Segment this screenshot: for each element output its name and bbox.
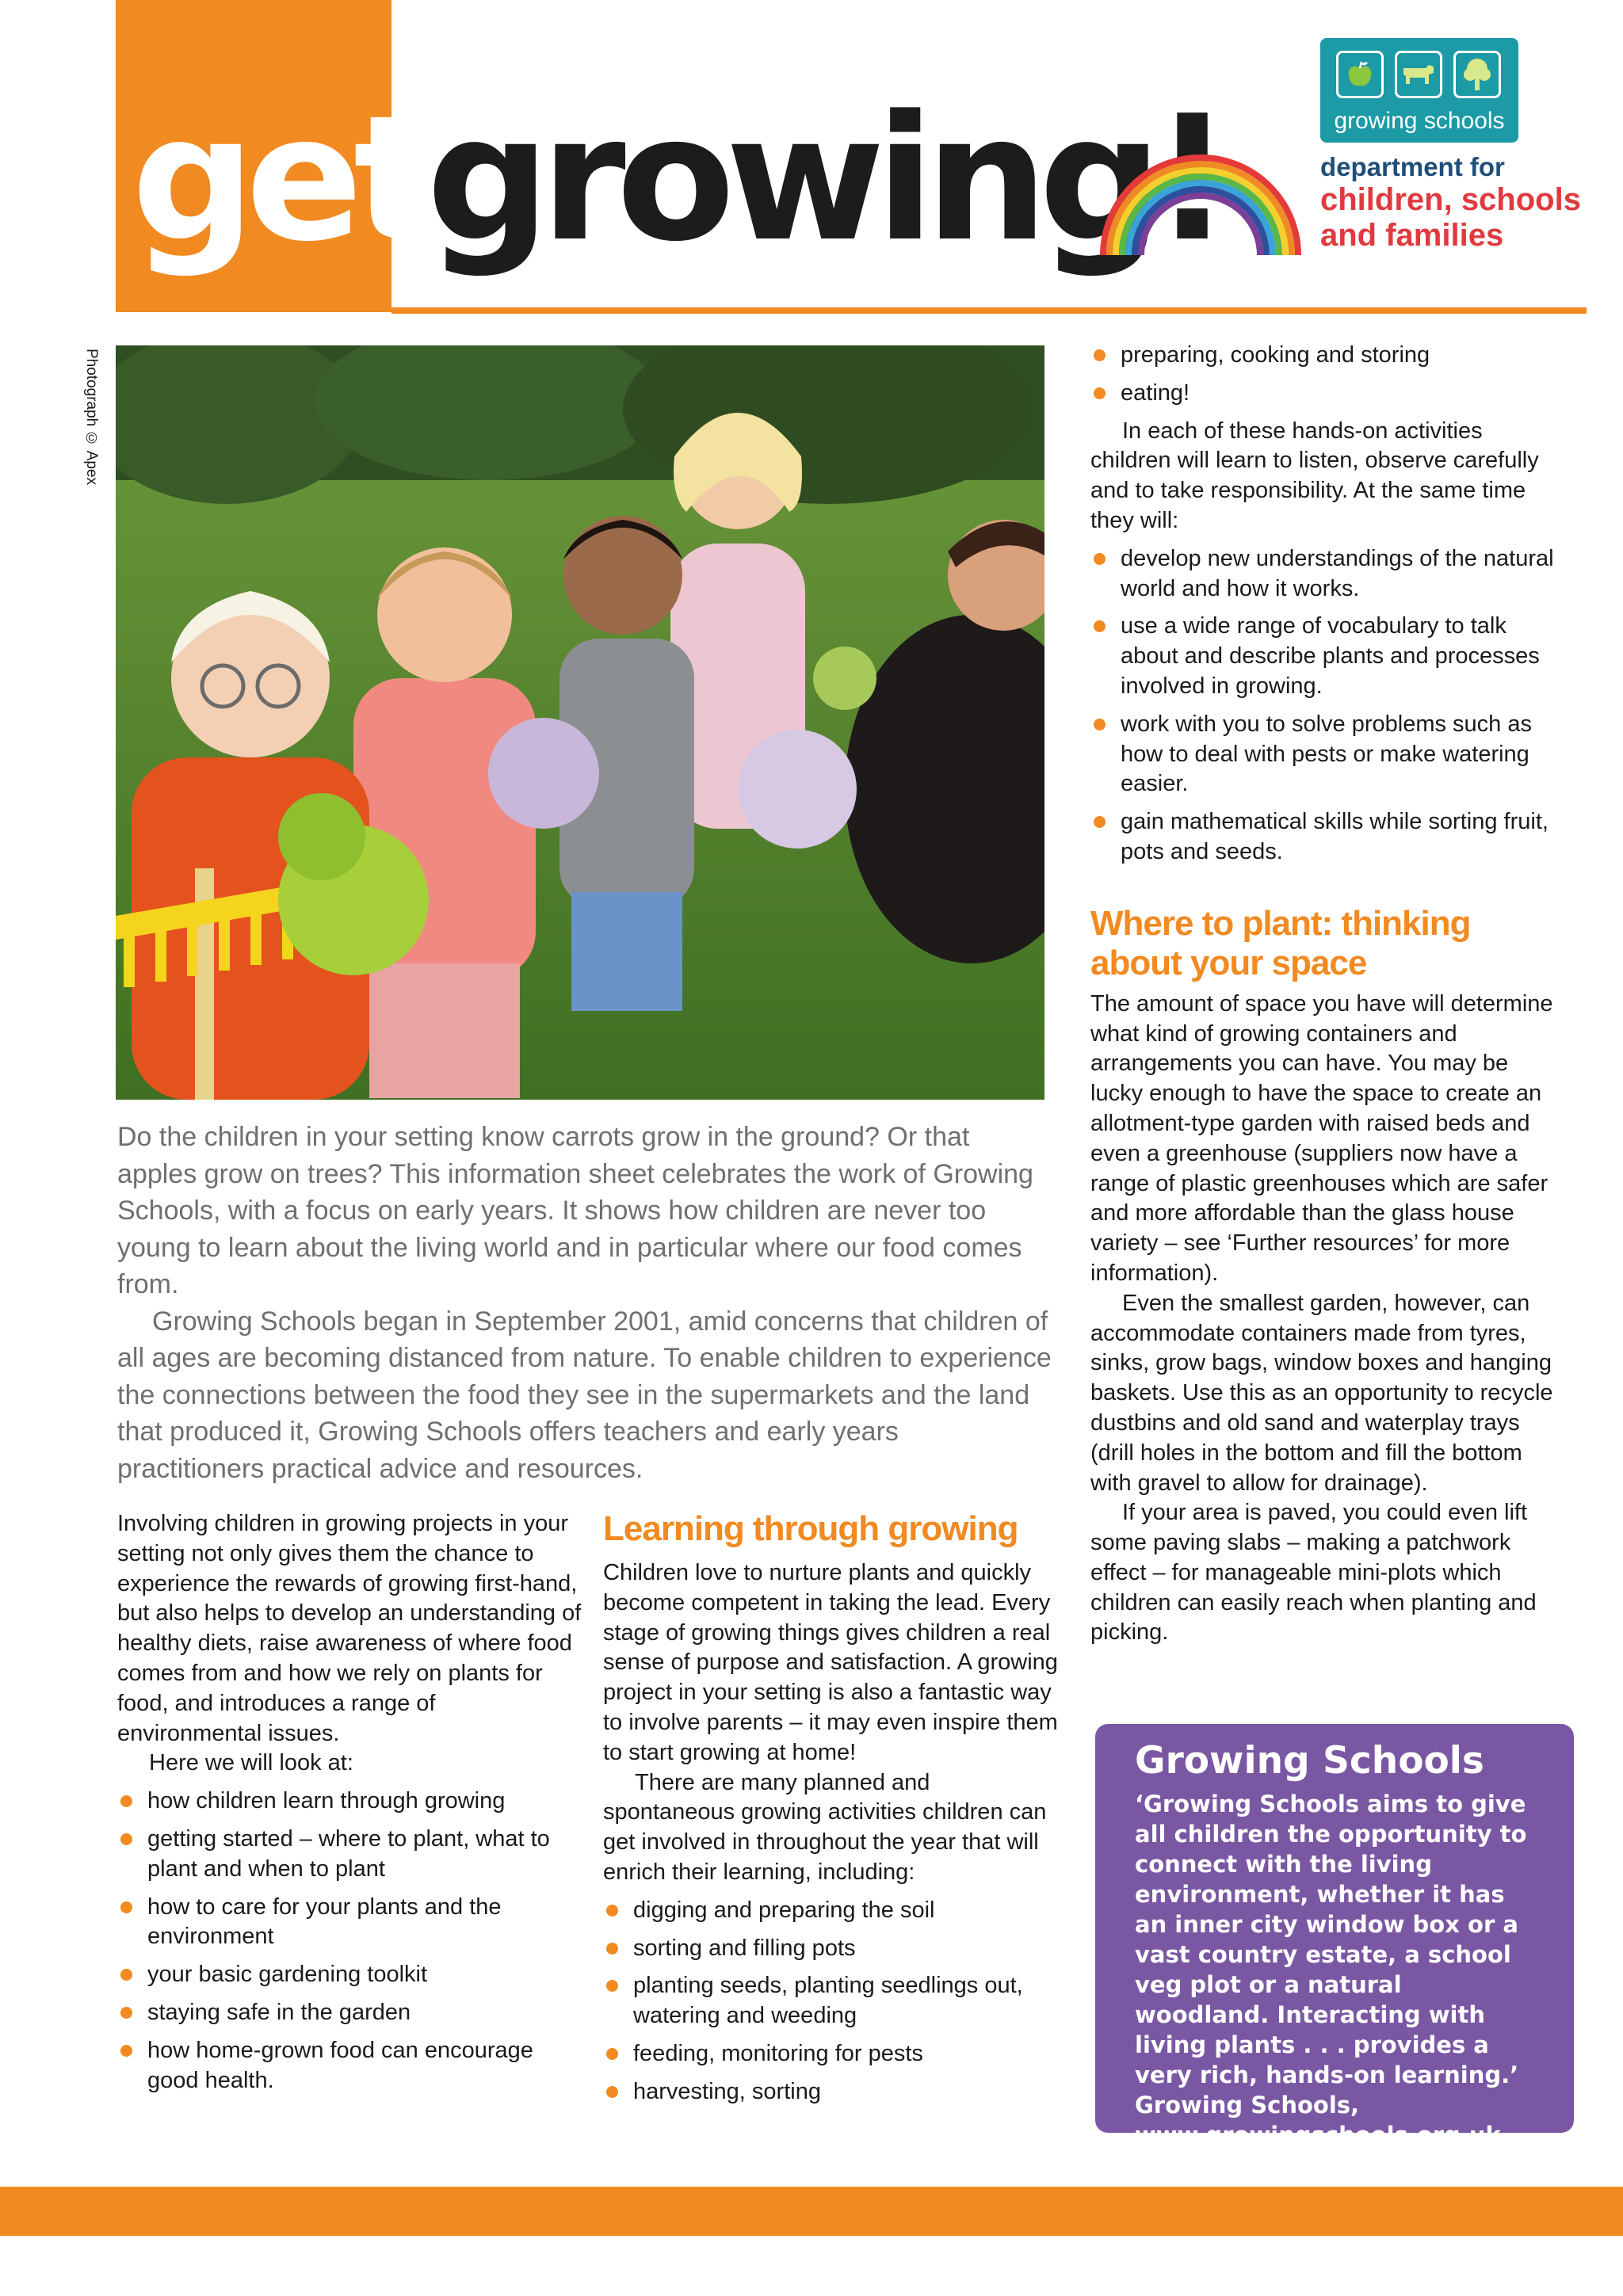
column-2 [603,1509,1063,2107]
list-item: sorting and filling pots [603,1934,1063,1964]
body-paragraph: Even the smallest garden, however, can accommodate containers made from tyres, sinks, grow bags, window boxes and hanging baskets. Use this as an opportunity to recycle dustbins and old sand and waterplay trays (drill holes in the bottom and fill the bottom with gravel to allow for drainage). [1090,1290,1553,1496]
header-rule [391,307,1587,314]
list-item: gain mathematical skills while sorting fruit, pots and seeds. [1090,807,1566,868]
list-item: how home-grown food can encourage good health. [117,2036,585,2096]
body-paragraph: If your area is paved, you could even lift some paving slabs – making a patchwork effect – for manageable mini-plots which children can easily reach when planting and picking. [1090,1500,1537,1646]
activities-list-continued [1090,341,1566,409]
intro-paragraph: Do the children in your setting know carrots grow in the ground? Or that apples grow on trees? This information sheet celebrates the work of Growing Schools, with a focus on early years. It shows how children are never too young to learn about the living world and in particular where our food comes from. [117,1122,1033,1299]
dcsf-logo [1320,152,1606,254]
body-paragraph: The amount of space you have will determine what kind of growing containers and arrangements you can have. You may be lucky enough to have the space to create an allotment-type garden with raised beds and even a greenhouse (suppliers now have a range of plastic greenhouses which are safer and more affordable than the glass house variety – see ‘Further resources’ for more information). [1090,990,1553,1286]
list-item: getting started – where to plant, what to plant and when to plant [117,1825,585,1885]
list-item: develop new understandings of the natural world and how it works. [1090,544,1566,605]
list-item: digging and preparing the soil [603,1896,1063,1926]
title-growing: growing! [426,79,1223,280]
title-get: get [132,79,427,280]
list-item: harvesting, sorting [603,2077,1063,2107]
body-paragraph: Involving children in growing projects in your setting not only gives them the chance to experience the rewards of growing first-hand, but also helps to develop an understanding of healthy diets, raise awareness of where food comes from and how we rely on plants for food, and introduces a range of environmental issues. [117,1511,582,1746]
body-paragraph: There are many planned and spontaneous growing activities children can get involved in throughout the year that will enrich their learning, including: [603,1769,1047,1885]
list-item: how to care for your plants and the environment [117,1893,585,1953]
list-item: staying safe in the garden [117,1998,585,2028]
photo-credit: Photograph © Apex [83,349,100,486]
dept-name-line2: and families [1320,217,1504,253]
intro-text [117,1119,1052,1487]
list-item: use a wide range of vocabulary to talk about and describe plants and processes involved in growing. [1090,612,1566,701]
cow-icon [1395,51,1442,98]
callout-heading: Growing Schools [1135,1739,1484,1783]
column-3 [1090,341,1566,1648]
growing-schools-callout [1095,1724,1574,2149]
growing-schools-logo [1320,38,1518,143]
intro-paragraph: Growing Schools began in September 2001, amid concerns that children of all ages are becoming distanced from nature. To enable children to experience the connections between the food they see in the supermarkets and the land that produced it, Growing Schools offers teachers and early years practitioners practical advice and resources. [117,1306,1052,1484]
column-1 [117,1509,585,2096]
apple-icon [1336,51,1384,98]
callout-quote: ‘Growing Schools aims to give all children the opportunity to connect with the living environment, whether it has an inner city window box or a vast country estate, a school veg plot or a natural woodland. Interacting with living plants . . . provides a very rich, hands-on learning.’ Growing Schools, www.growingschools.org.uk [1135,1791,1527,2149]
body-paragraph: Here we will look at: [149,1750,353,1776]
section-heading: Learning through growing [603,1509,1018,1548]
list-item: how children learn through growing [117,1787,585,1817]
list-item: preparing, cooking and storing [1090,341,1566,371]
activities-list [603,1896,1063,2107]
tree-icon [1453,51,1501,98]
list-item: your basic gardening toolkit [117,1960,585,1990]
rainbow-icon [1097,151,1304,255]
children-gardening-photo [116,345,1044,1100]
dept-name-line1: children, schools [1320,181,1581,217]
list-item: feeding, monitoring for pests [603,2039,1063,2069]
body-paragraph: In each of these hands-on activities children will learn to listen, observe carefully and to take responsibility. At the same time they will: [1090,418,1539,533]
list-item: planting seeds, planting seedlings out, watering and weeding [603,1971,1063,2031]
topics-list [117,1787,585,2096]
section-heading: Where to plant: thinking about your space [1090,903,1471,982]
list-item: eating! [1090,379,1566,409]
footer-bar [0,2187,1623,2236]
dept-for: department for [1320,152,1505,181]
page-title [132,79,1223,280]
body-paragraph: Children love to nurture plants and quickly become competent in taking the lead. Every stage of growing things gives children a real sense of purpose and satisfaction. A growing project in your setting is also a fantastic way to involve parents – it may even inspire them to start growing at home! [603,1560,1058,1765]
logo-label: growing schools [1334,108,1505,134]
learning-outcomes-list [1090,544,1566,868]
list-item: work with you to solve problems such as how to deal with pests or make watering easier. [1090,710,1566,799]
